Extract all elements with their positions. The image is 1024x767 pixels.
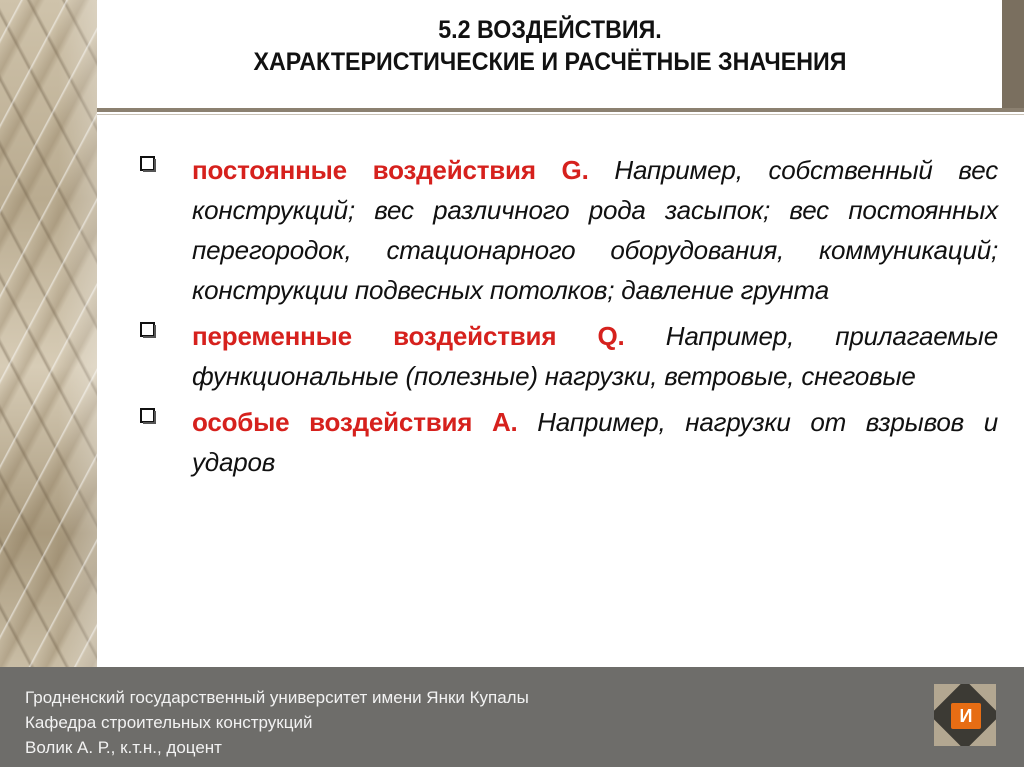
checkbox-bullet-icon bbox=[140, 322, 155, 337]
decorative-side-image bbox=[0, 0, 97, 667]
footer-department: Кафедра строительных конструкций bbox=[25, 713, 313, 732]
list-item-description: Например, прилагаемые функциональные (полезные) нагрузки, ветровые, снеговые bbox=[192, 321, 999, 391]
footer bbox=[0, 667, 1024, 767]
list-item-text bbox=[192, 402, 998, 482]
checkbox-bullet-icon bbox=[140, 156, 155, 171]
title-divider-thin bbox=[97, 114, 1024, 115]
slide-title-line1: 5.2 ВОЗДЕЙСТВИЯ. bbox=[438, 16, 662, 44]
list-item-term: переменные воздействия Q. bbox=[192, 321, 625, 351]
bullet-list bbox=[140, 150, 998, 488]
list-item bbox=[140, 150, 998, 310]
title-divider bbox=[97, 108, 1024, 112]
logo-text: И bbox=[959, 706, 973, 726]
university-logo-icon bbox=[934, 684, 996, 746]
list-item-term: постоянные воздействия G. bbox=[192, 155, 589, 185]
list-item-text bbox=[192, 150, 998, 310]
list-item-description: Например, собственный вес конструкций; вес различного рода засыпок; вес постоянных перегородок, стационарного оборудования, коммуникаций; конструкции подвесных потолков; давление грунта bbox=[192, 155, 998, 305]
footer-university: Гродненский государственный университет имени Янки Купалы bbox=[25, 688, 529, 707]
list-item bbox=[140, 402, 998, 482]
decorative-corner-bar bbox=[1002, 0, 1024, 108]
slide-title-line2: ХАРАКТЕРИСТИЧЕСКИЕ И РАСЧЁТНЫЕ ЗНАЧЕНИЯ bbox=[253, 48, 847, 76]
footer-author: Волик А. Р., к.т.н., доцент bbox=[25, 738, 222, 757]
list-item-description: Например, нагрузки от взрывов и ударов bbox=[192, 407, 998, 477]
checkbox-bullet-icon bbox=[140, 408, 155, 423]
slide-title bbox=[100, 0, 1000, 78]
list-item-term: особые воздействия А. bbox=[192, 407, 518, 437]
list-item-text bbox=[192, 316, 998, 396]
list-item bbox=[140, 316, 998, 396]
